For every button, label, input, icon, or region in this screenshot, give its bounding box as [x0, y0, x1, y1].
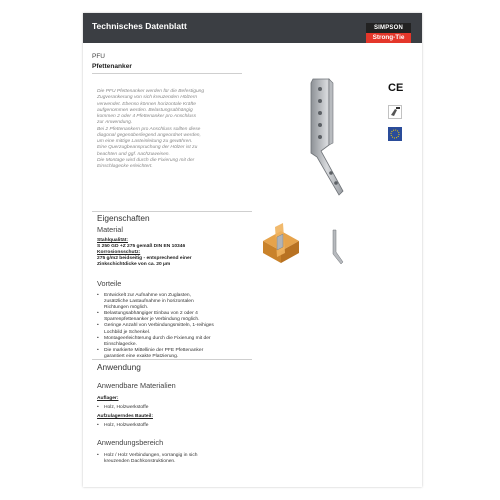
- description-line: Bei 2 Pfettenankern pro Anschluss sollten diese: [97, 126, 201, 132]
- list-item: • Holz / Holz Verbindungen, vorrangig in sich: [97, 453, 255, 459]
- logo-bottom-text: Strong-Tie: [366, 33, 411, 43]
- description-line: aufgenommen werden. Belastungsabhängig: [97, 107, 193, 113]
- bauteil-label: Aufzulagerndes Bauteil:: [97, 414, 153, 419]
- hand-nailing-icon: [388, 105, 402, 119]
- pfettenanker-side-view: [325, 228, 347, 266]
- list-item-text: Richtungen möglich.: [104, 305, 149, 311]
- description-line: Zugverankerung von sich kreuzenden Hölzern: [97, 95, 198, 101]
- description-line: diagonal gegenüberliegend angeordnet werden,: [97, 132, 201, 138]
- description-line: verwendet. Ebenso können horizontale Kräfte: [97, 101, 196, 107]
- korrosionsschutz-value: 275 g/m2 beidseitig - entsprechend einer: [97, 256, 192, 261]
- product-name: Pfettenanker: [92, 63, 132, 70]
- description-line: Die Montage wird durch die Fixierung mit der: [97, 157, 195, 163]
- korrosionsschutz-value: Zinkschichtdicke von ca. 20 µm: [97, 262, 171, 267]
- list-item-text: zusätzliche Lastaufnahme in horizontalen: [104, 299, 194, 305]
- anwendungsbereich-list: [97, 453, 255, 465]
- material-heading: Material: [97, 225, 123, 234]
- divider: [92, 359, 252, 360]
- list-item-text: kreuzenden Dachkonstruktionen.: [104, 459, 176, 465]
- list-item-text: Einschlagecke.: [104, 341, 137, 347]
- header-bar: [83, 13, 422, 43]
- eta-approval-icon: [388, 127, 402, 141]
- anwendung-heading: Anwendung: [97, 362, 141, 372]
- simpson-strongtie-logo: [366, 23, 411, 43]
- pfettenanker-product-image: [273, 73, 353, 213]
- list-item: • Belastungsabhängiger Einbau von 2 oder 4: [97, 311, 255, 317]
- product-description: [97, 89, 247, 170]
- list-item: • Geringe Anzahl von Verbindungsmitteln, 1-reihiges: [97, 323, 255, 329]
- description-line: beachten und ggf. nachzuweisen.: [97, 151, 170, 157]
- list-item-text: garantiert eine exakte Platzierung.: [104, 353, 179, 359]
- list-item-text: Lochbild je Schenkel.: [104, 329, 151, 335]
- document-title: Technisches Datenblatt: [92, 21, 187, 31]
- list-item-continuation: [97, 459, 255, 465]
- list-item: • Die markierte Mittellinie der PFE Pfettenanker: [97, 348, 255, 354]
- divider: [92, 73, 242, 74]
- materialien-heading: Anwendbare Materialien: [97, 381, 176, 390]
- description-line: Einschlagecke erleichtert.: [97, 164, 153, 169]
- vorteile-heading: Vorteile: [97, 279, 122, 288]
- ce-mark: CE: [388, 82, 404, 94]
- description-line: kommen 2 oder 4 Pfettenanker pro Anschluss: [97, 114, 197, 119]
- korrosionsschutz-label: Korrosionsschutz:: [97, 250, 141, 255]
- anwendungsbereich-heading: Anwendungsbereich: [97, 438, 164, 447]
- divider: [92, 211, 252, 212]
- vorteile-list: [97, 293, 255, 360]
- list-item: • Holz, Holzwerkstoffe: [97, 423, 255, 429]
- stahlqualitaet-label: Stahlqualität:: [97, 238, 128, 243]
- auflager-list: [97, 405, 255, 411]
- auflager-label: Auflager:: [97, 396, 119, 401]
- description-line: Eine Querzugbeanspruchung der Hölzer ist zu: [97, 145, 198, 151]
- list-item: • Holz, Holzwerkstoffe: [97, 405, 255, 411]
- bauteil-list: [97, 423, 255, 429]
- description-line: Die PFU Pfettenanker werden für die Befestigung: [97, 89, 205, 94]
- datasheet-page: [83, 13, 422, 487]
- list-item: • Montageerleichterung durch die Fixierung mit der: [97, 336, 255, 342]
- eigenschaften-heading: Eigenschaften: [97, 213, 150, 223]
- product-code: PFU: [92, 53, 105, 60]
- list-item-text: Sparrenpfettenanker je Verbindung möglich.: [104, 317, 200, 323]
- description-line: zur Anwendung.: [97, 120, 133, 126]
- logo-top-text: SIMPSON: [366, 23, 411, 33]
- description-line: um eine mittige Lasteinleitung zu gewähren.: [97, 139, 193, 144]
- timber-connection-illustration: [261, 223, 301, 267]
- list-item: • Entwickelt zur Aufnahme von Zuglasten,: [97, 293, 255, 299]
- stahlqualitaet-value: S 250 GD +Z 275 gemäß DIN EN 10346: [97, 244, 186, 249]
